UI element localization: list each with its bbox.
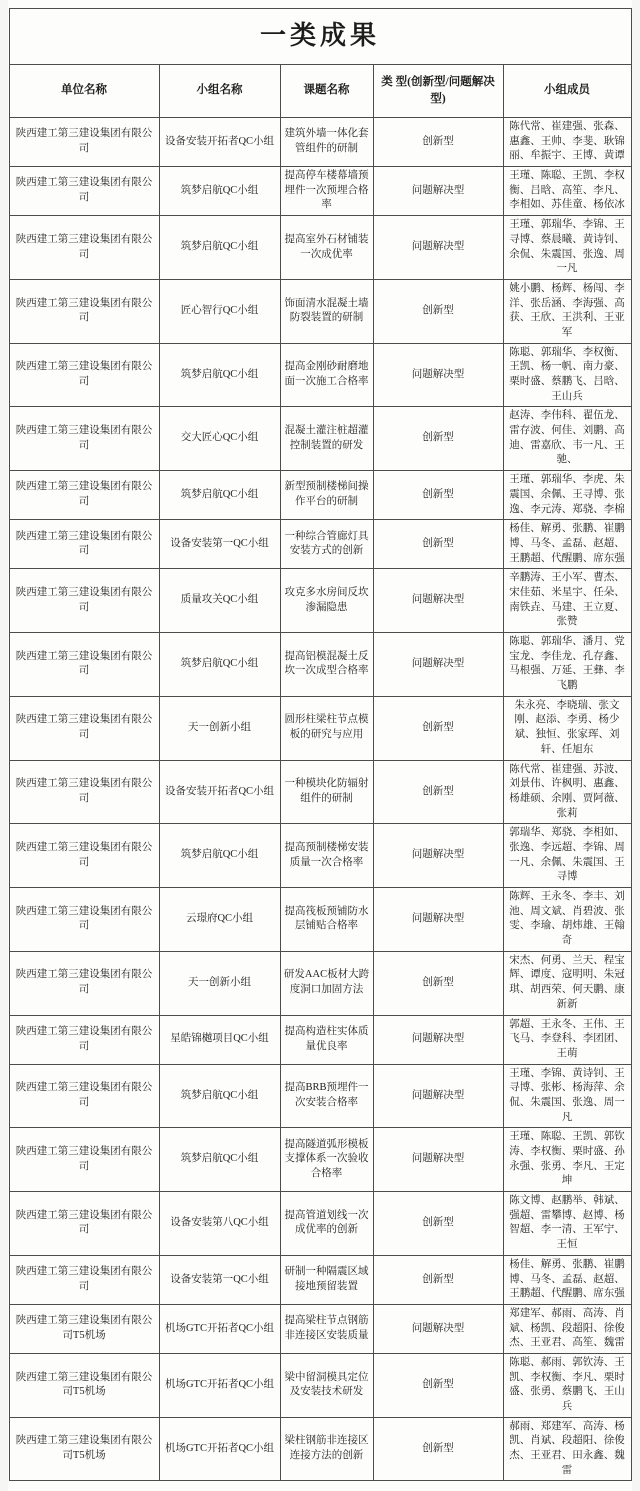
type-cell: 创新型 [373,471,503,520]
table-row [9,1128,631,1192]
group-cell: 筑梦启航QC小组 [159,1064,280,1128]
topic-cell: 提高停车楼幕墙预埋件一次预埋合格率 [280,167,373,216]
topic-cell: 混凝土灌注桩超灌控制装置的研发 [280,407,373,471]
unit-cell: 陕西建工第三建设集团有限公司 [9,520,159,569]
group-cell: 天一创新小组 [159,951,280,1015]
topic-cell: 提高管道划线一次成优率的创新 [280,1192,373,1256]
unit-cell: 陕西建工第三建设集团有限公司 [9,696,159,760]
table-row [9,760,631,824]
topic-cell: 梁中留洞模具定位及安装技术研发 [280,1353,373,1417]
unit-cell: 陕西建工第三建设集团有限公司T5机场 [9,1304,159,1353]
type-cell: 创新型 [373,1255,503,1304]
group-cell: 筑梦启航QC小组 [159,824,280,888]
group-cell: 机场GTC开拓者QC小组 [159,1353,280,1417]
topic-cell: 提高隧道弧形模板支撑体系一次验收合格率 [280,1128,373,1192]
group-cell: 匠心智行QC小组 [159,279,280,343]
type-cell: 问题解决型 [373,824,503,888]
type-cell: 问题解决型 [373,1304,503,1353]
unit-cell: 陕西建工第三建设集团有限公司 [9,760,159,824]
type-cell: 创新型 [373,1353,503,1417]
members-cell: 王瑾、陈聪、王凯、郭钦涛、李权衡、栗时盛、孙永强、张勇、李凡、王定坤 [503,1128,631,1192]
group-cell: 设备安装第一QC小组 [159,1255,280,1304]
members-cell: 陈文博、赵鹏举、韩斌、强超、雷攀博、赵博、杨智超、李一清、王军宁、王恒 [503,1192,631,1256]
topic-cell: 提高BRB预埋件一次安装合格率 [280,1064,373,1128]
members-cell: 郭瑞华、郑骁、李相如、张逸、李远超、李锦、周一凡、余佩、朱震国、王寻博 [503,824,631,888]
results-table [9,8,632,1481]
table-row [9,118,631,167]
group-cell: 设备安装第一QC小组 [159,520,280,569]
group-cell: 星皓锦樾项目QC小组 [159,1015,280,1064]
topic-cell: 研发AAC板材大跨度洞口加固方法 [280,951,373,1015]
table-row [9,1015,631,1064]
group-cell: 云璟府QC小组 [159,888,280,952]
table-row [9,1304,631,1353]
table-row [9,407,631,471]
type-cell: 问题解决型 [373,1128,503,1192]
group-cell: 交大匠心QC小组 [159,407,280,471]
topic-cell: 提高构造柱实体质量优良率 [280,1015,373,1064]
unit-cell: 陕西建工第三建设集团有限公司 [9,407,159,471]
members-cell: 王瑾、郭瑞华、李虎、朱震国、余佩、王寻博、张逸、李元涛、郑骁、李棉 [503,471,631,520]
members-cell: 杨佳、解勇、张鹏、崔鹏博、马冬、孟磊、赵超、王鹏超、代醒鹏、席东强 [503,1255,631,1304]
unit-cell: 陕西建工第三建设集团有限公司 [9,1064,159,1128]
members-cell: 辛鹏涛、王小军、曹杰、宋佳茹、米星宇、任朵、南铁垚、马建、王立夏、张赞 [503,569,631,633]
topic-cell: 饰面清水混凝土墙防裂装置的研制 [280,279,373,343]
unit-cell: 陕西建工第三建设集团有限公司 [9,167,159,216]
members-cell: 朱永亮、李晓瑞、张文刚、赵添、李勇、杨少斌、独恒、张家珲、刘轩、任旭东 [503,696,631,760]
unit-cell: 陕西建工第三建设集团有限公司 [9,824,159,888]
title-row [9,9,631,65]
unit-cell: 陕西建工第三建设集团有限公司 [9,216,159,280]
table-row [9,1353,631,1417]
members-cell: 郑建军、郝雨、高涛、肖斌、杨凯、段超阳、徐俊杰、王亚君、高笙、魏雷 [503,1304,631,1353]
members-cell: 陈辉、王永冬、李丰、刘池、周文斌、肖碧波、张雯、李瑜、胡炜雄、王翰奇 [503,888,631,952]
topic-cell: 提高室外石材铺装一次成优率 [280,216,373,280]
column-header-members: 小组成员 [503,65,631,118]
unit-cell: 陕西建工第三建设集团有限公司 [9,951,159,1015]
unit-cell: 陕西建工第三建设集团有限公司T5机场 [9,1353,159,1417]
document-page [8,0,632,1491]
group-cell: 筑梦启航QC小组 [159,167,280,216]
type-cell: 问题解决型 [373,633,503,697]
table-row [9,888,631,952]
header-row [9,65,631,118]
table-row [9,824,631,888]
members-cell: 陈聪、郝雨、郭钦涛、王凯、李权衡、李凡、栗时盛、张勇、蔡鹏飞、王山兵 [503,1353,631,1417]
unit-cell: 陕西建工第三建设集团有限公司 [9,1192,159,1256]
table-row [9,696,631,760]
unit-cell: 陕西建工第三建设集团有限公司 [9,569,159,633]
column-header-topic: 课题名称 [280,65,373,118]
table-row [9,1192,631,1256]
members-cell: 陈代常、崔建强、苏波、刘景伟、许枫明、惠鑫、杨雄硕、余刚、贾阿薇、张莉 [503,760,631,824]
members-cell: 陈代常、崔建强、张森、惠鑫、王帅、李斐、耿锦丽、牟振宇、王博、黄谭 [503,118,631,167]
unit-cell: 陕西建工第三建设集团有限公司 [9,279,159,343]
members-cell: 宋杰、何勇、兰天、程宝辉、谭度、寇明明、朱冠琪、胡西荣、何天鹏、康新新 [503,951,631,1015]
type-cell: 问题解决型 [373,1015,503,1064]
type-cell: 问题解决型 [373,569,503,633]
topic-cell: 提高预制楼梯安装质量一次合格率 [280,824,373,888]
group-cell: 天一创新小组 [159,696,280,760]
members-cell: 王瑾、郭瑞华、李锦、王寻博、蔡晨曦、黄诗钊、余侃、朱震国、张逸、周一凡 [503,216,631,280]
unit-cell: 陕西建工第三建设集团有限公司 [9,471,159,520]
type-cell: 问题解决型 [373,888,503,952]
topic-cell: 一种模块化防辐射组件的研制 [280,760,373,824]
type-cell: 创新型 [373,951,503,1015]
column-header-group: 小组名称 [159,65,280,118]
type-cell: 问题解决型 [373,216,503,280]
members-cell: 陈聪、郭瑞华、潘月、党宝龙、李佳龙、孔存鑫、马根强、万延、王彝、李飞鹏 [503,633,631,697]
table-row [9,167,631,216]
unit-cell: 陕西建工第三建设集团有限公司 [9,1128,159,1192]
group-cell: 筑梦启航QC小组 [159,343,280,407]
type-cell: 创新型 [373,1192,503,1256]
group-cell: 筑梦启航QC小组 [159,216,280,280]
topic-cell: 建筑外墙一体化套管组件的研制 [280,118,373,167]
type-cell: 创新型 [373,696,503,760]
topic-cell: 提高筏板预铺防水层铺贴合格率 [280,888,373,952]
members-cell: 杨佳、解勇、张鹏、崔鹏博、马冬、孟磊、赵超、王鹏超、代醒鹏、席东强 [503,520,631,569]
type-cell: 问题解决型 [373,1064,503,1128]
results-table-body [9,118,631,1481]
table-row [9,279,631,343]
members-cell: 王瑾、李锦、黄诗钊、王寻博、张彬、杨海萍、余侃、朱震国、张逸、周一凡 [503,1064,631,1128]
table-row [9,520,631,569]
unit-cell: 陕西建工第三建设集团有限公司 [9,633,159,697]
table-row [9,951,631,1015]
unit-cell: 陕西建工第三建设集团有限公司 [9,118,159,167]
topic-cell: 提高梁柱节点钢筋非连接区安装质量 [280,1304,373,1353]
table-row [9,216,631,280]
table-row [9,1064,631,1128]
topic-cell: 新型预制楼梯间操作平台的研制 [280,471,373,520]
members-cell: 姚小鹏、杨辉、杨闯、李洋、张岳涵、李海强、高获、王欣、王洪利、王亚军 [503,279,631,343]
topic-cell: 提高金刚砂耐磨地面一次施工合格率 [280,343,373,407]
topic-cell: 提高铝模混凝土反坎一次成型合格率 [280,633,373,697]
column-header-unit: 单位名称 [9,65,159,118]
topic-cell: 梁柱钢筋非连接区连接方法的创新 [280,1417,373,1481]
table-row [9,1255,631,1304]
type-cell: 创新型 [373,279,503,343]
unit-cell: 陕西建工第三建设集团有限公司 [9,888,159,952]
table-row [9,343,631,407]
group-cell: 设备安装第八QC小组 [159,1192,280,1256]
topic-cell: 研制一种隔震区域接地预留装置 [280,1255,373,1304]
members-cell: 王瑾、陈聪、王凯、李权衡、吕晗、高笙、李凡、李相如、苏佳童、杨依冰 [503,167,631,216]
group-cell: 设备安装开拓者QC小组 [159,118,280,167]
type-cell: 创新型 [373,118,503,167]
group-cell: 筑梦启航QC小组 [159,1128,280,1192]
table-row [9,569,631,633]
unit-cell: 陕西建工第三建设集团有限公司 [9,1255,159,1304]
group-cell: 筑梦启航QC小组 [159,471,280,520]
type-cell: 问题解决型 [373,343,503,407]
column-header-type: 类 型(创新型/问题解决型) [373,65,503,118]
table-row [9,471,631,520]
group-cell: 机场GTC开拓者QC小组 [159,1304,280,1353]
members-cell: 郭超、王永冬、王伟、王飞马、李登科、李团团、王萌 [503,1015,631,1064]
unit-cell: 陕西建工第三建设集团有限公司 [9,343,159,407]
unit-cell: 陕西建工第三建设集团有限公司T5机场 [9,1417,159,1481]
table-row [9,633,631,697]
group-cell: 筑梦启航QC小组 [159,633,280,697]
members-cell: 陈聪、郭瑞华、李权衡、王凯、杨一帆、南力豪、栗时盛、蔡鹏飞、吕晗、王山兵 [503,343,631,407]
type-cell: 创新型 [373,407,503,471]
type-cell: 创新型 [373,520,503,569]
type-cell: 创新型 [373,1417,503,1481]
group-cell: 质量攻关QC小组 [159,569,280,633]
topic-cell: 攻克多水房间反坎渗漏隐患 [280,569,373,633]
table-row [9,1417,631,1481]
group-cell: 机场GTC开拓者QC小组 [159,1417,280,1481]
members-cell: 郝雨、郑建军、高涛、杨凯、肖斌、段超阳、徐俊杰、王亚君、田永鑫、魏雷 [503,1417,631,1481]
type-cell: 问题解决型 [373,167,503,216]
topic-cell: 一种综合管廊灯具安装方式的创新 [280,520,373,569]
type-cell: 创新型 [373,760,503,824]
group-cell: 设备安装开拓者QC小组 [159,760,280,824]
topic-cell: 圆形柱梁柱节点模板的研究与应用 [280,696,373,760]
unit-cell: 陕西建工第三建设集团有限公司 [9,1015,159,1064]
members-cell: 赵涛、李伟科、翟伍龙、雷存波、何佳、刘鹏、高迪、雷嘉欣、韦一凡、王驰、 [503,407,631,471]
page-title: 一类成果 [9,9,631,65]
